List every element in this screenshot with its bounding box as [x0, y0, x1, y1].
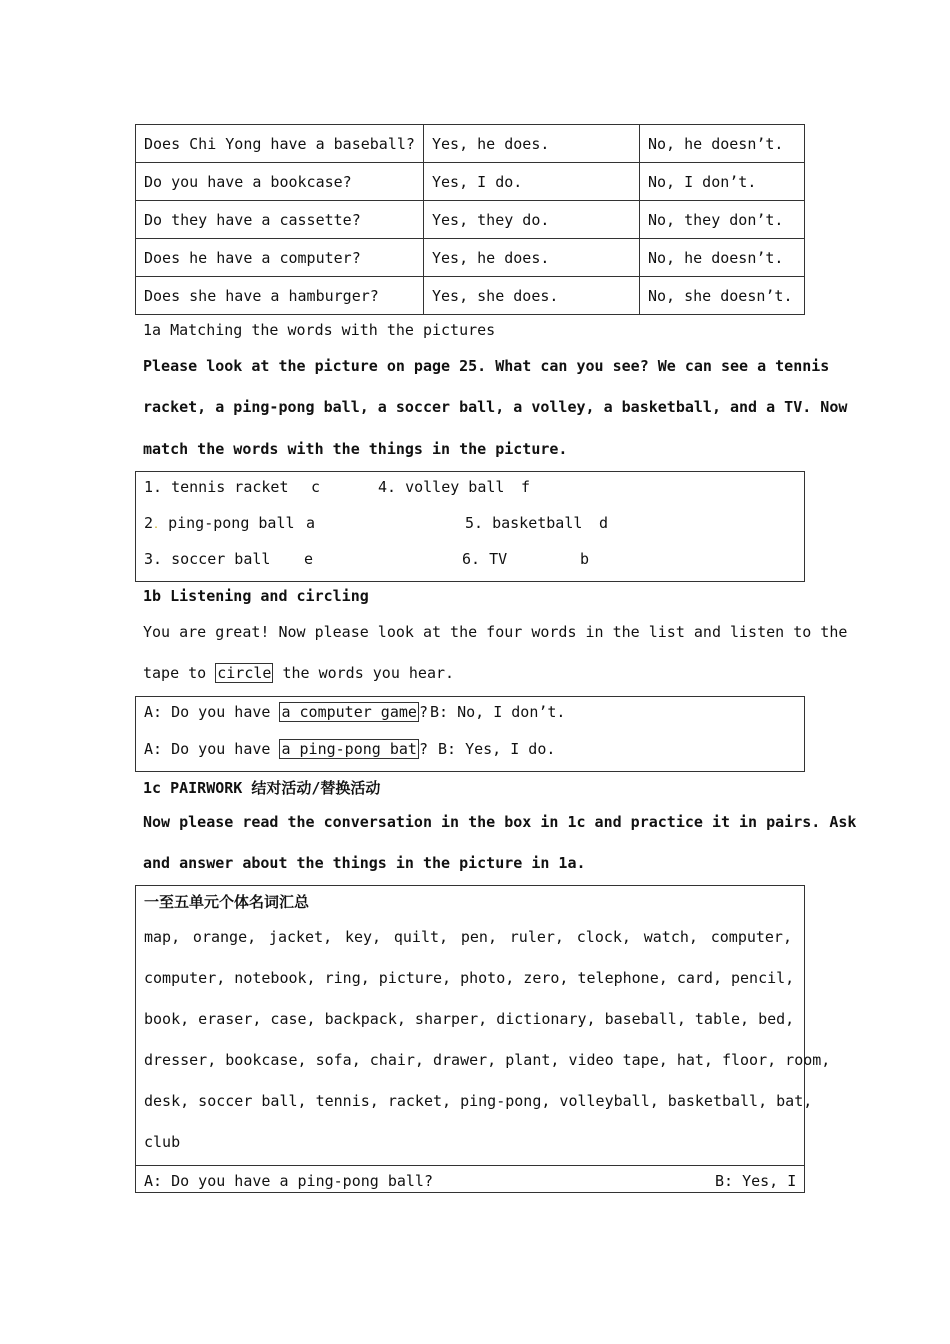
- decorative-dot: .: [153, 520, 160, 531]
- circle-word-box: circle: [217, 664, 272, 682]
- table-cell: Does she have a hamburger?: [136, 277, 424, 315]
- table-cell: Yes, he does.: [424, 125, 640, 163]
- section-1c-heading: 1c PAIRWORK 结对活动/替换活动: [143, 779, 381, 797]
- vocab-line: desk, soccer ball, tennis, racket, ping-pong, volleyball, basketball, bat,: [144, 1092, 813, 1110]
- table-row: [136, 163, 805, 201]
- dialog-box: [135, 696, 805, 772]
- paragraph-line: and answer about the things in the picture in 1a.: [143, 854, 586, 872]
- answer-box: a computer game: [281, 703, 417, 721]
- paragraph-line: match the words with the things in the picture.: [143, 440, 568, 458]
- paragraph-line: Now please read the conversation in the box in 1c and practice it in pairs. Ask: [143, 813, 857, 831]
- paragraph-line: tape to circle the words you hear.: [143, 664, 455, 682]
- vocab-line: dresser, bookcase, sofa, chair, drawer, plant, video tape, hat, floor, room,: [144, 1051, 831, 1069]
- match-answer: c: [311, 478, 321, 496]
- table-cell: Do you have a bookcase?: [136, 163, 424, 201]
- table-cell: No, he doesn’t.: [640, 125, 805, 163]
- vocab-line: map, orange, jacket, key, quilt, pen, ruler, clock, watch, computer,: [144, 928, 792, 946]
- divider: [136, 1165, 804, 1166]
- match-answer: f: [521, 478, 531, 496]
- match-item: 1. tennis racket: [144, 478, 289, 496]
- match-item: 3. soccer ball: [144, 550, 271, 568]
- match-item: 4. volley ball: [378, 478, 505, 496]
- paragraph-line: racket, a ping-pong ball, a soccer ball, a volley, a basketball, and a TV. Now: [143, 398, 848, 416]
- section-1a-heading: 1a Matching the words with the pictures: [143, 321, 496, 339]
- dialog-reply: B: Yes, I do.: [438, 740, 556, 758]
- dialog-line: A: Do you have a computer game ?: [144, 703, 428, 721]
- match-answer: a: [306, 514, 316, 532]
- paragraph-line: You are great! Now please look at the four words in the list and listen to the: [143, 623, 848, 641]
- match-answer: e: [304, 550, 314, 568]
- qa-table: [135, 124, 805, 315]
- vocab-line: club: [144, 1133, 181, 1151]
- table-cell: Yes, she does.: [424, 277, 640, 315]
- table-row: [136, 201, 805, 239]
- dialog-reply: B: No, I don’t.: [430, 703, 566, 721]
- match-answer: d: [599, 514, 609, 532]
- table-cell: Yes, they do.: [424, 201, 640, 239]
- table-cell: No, he doesn’t.: [640, 239, 805, 277]
- table-cell: Do they have a cassette?: [136, 201, 424, 239]
- table-cell: No, they don’t.: [640, 201, 805, 239]
- dialog-line: A: Do you have a ping-pong bat ?: [144, 740, 428, 758]
- table-cell: Does he have a computer?: [136, 239, 424, 277]
- bottom-dialog-b: B: Yes, I: [715, 1172, 797, 1190]
- table-cell: No, she doesn’t.: [640, 277, 805, 315]
- answer-box: a ping-pong bat: [281, 740, 417, 758]
- table-row: [136, 277, 805, 315]
- match-item: 6. TV: [462, 550, 508, 568]
- table-cell: Yes, I do.: [424, 163, 640, 201]
- vocab-line: computer, notebook, ring, picture, photo, zero, telephone, card, pencil,: [144, 969, 795, 987]
- table-row: [136, 125, 805, 163]
- vocab-line: book, eraser, case, backpack, sharper, dictionary, baseball, table, bed,: [144, 1010, 795, 1028]
- match-item: 2. ping-pong ball: [144, 514, 295, 532]
- table-cell: Does Chi Yong have a baseball?: [136, 125, 424, 163]
- section-1b-heading: 1b Listening and circling: [143, 587, 369, 605]
- table-cell: No, I don’t.: [640, 163, 805, 201]
- vocab-title: 一至五单元个体名词汇总: [144, 893, 310, 911]
- vocab-box: [135, 885, 831, 1193]
- matching-box: [135, 471, 805, 582]
- table-cell: Yes, he does.: [424, 239, 640, 277]
- table-row: [136, 239, 805, 277]
- bottom-dialog-a: A: Do you have a ping-pong ball?: [144, 1172, 433, 1190]
- match-answer: b: [580, 550, 590, 568]
- paragraph-line: Please look at the picture on page 25. What can you see? We can see a tennis: [143, 357, 830, 375]
- match-item: 5. basketball: [465, 514, 583, 532]
